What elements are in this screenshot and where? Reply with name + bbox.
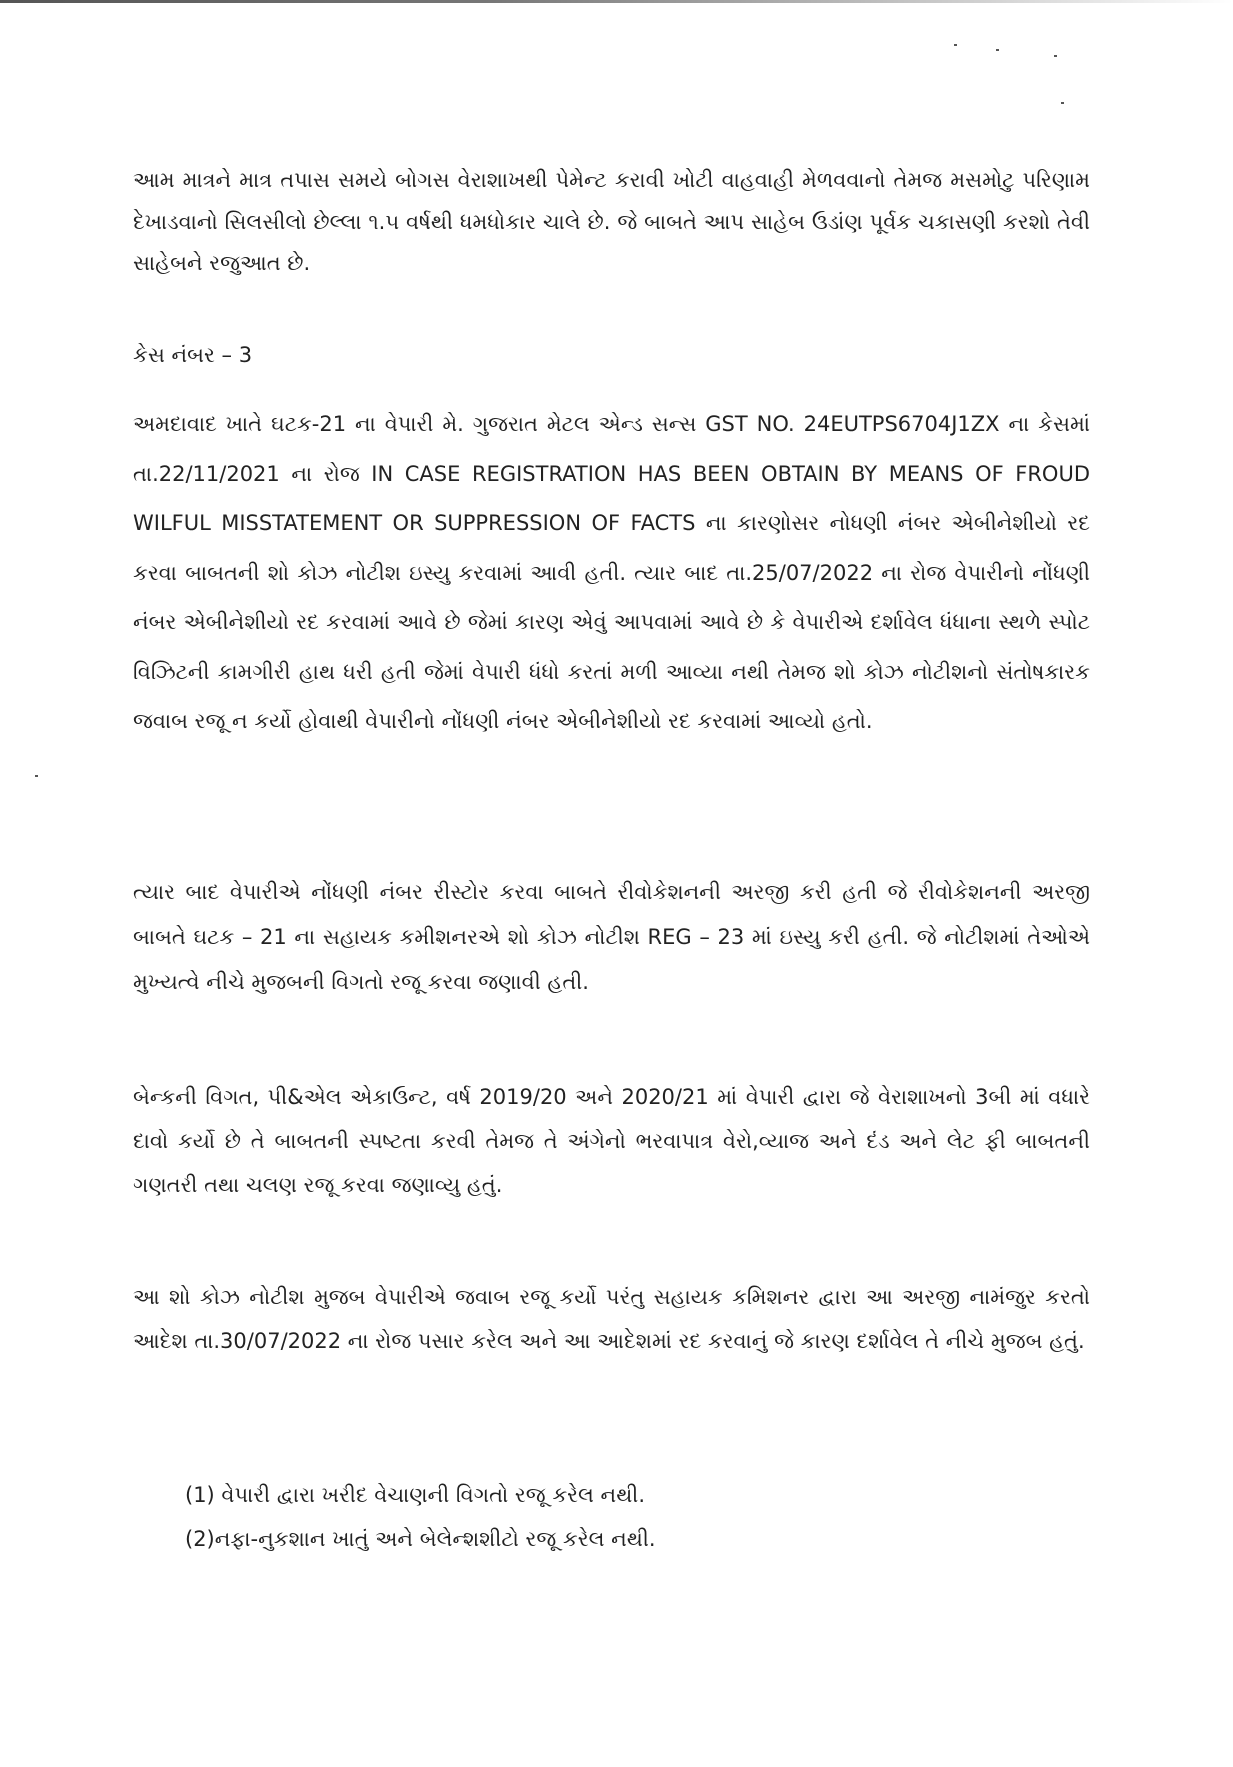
paragraph-case-details: અમદાવાદ ખાતે ઘટક-21 ના વેપારી મે. ગુજરાત મેટલ એન્ડ સન્સ GST NO. 24EUTPS6704J1ZX ના કેસમાં તા.22/11/2021 ના રોજ IN CASE REGISTRATION HAS BEEN OBTAIN BY MEANS OF FROUD WILFUL MISSTATEMENT OR SUPPRESSION OF FACTS ના કારણોસર નોધણી નંબર એબીનેશીયો રદ કરવા બાબતની શો કોઝ નોટીશ ઇસ્યુ કરવામાં આવી હતી. ત્યાર બાદ તા.25/07/2022 ના રોજ વેપારીનો નોંધણી નંબર એબીનેશીયો રદ કરવામાં આવે છે જેમાં કારણ એવું આપવામાં આવે છે કે વેપારીએ દર્શાવેલ ધંધાના સ્થળે સ્પોટ વિઝિટની કામગીરી હાથ ધરી હતી જેમાં વેપારી ધંધો કરતાં મળી આવ્યા નથી તેમજ શો કોઝ નોટીશનો સંતોષકારક જવાબ રજૂ ન કર્યો હોવાથી વેપારીનો નોંધણી નંબર એબીનેશીયો રદ કરવામાં આવ્યો હતો.	[133, 412, 1090, 733]
case-heading: કેસ નંબર – 3	[133, 343, 253, 367]
list-item: (2)નફા-નુકશાન ખાતું અને બેલેન્શશીટો રજૂ કરેલ નથી.	[185, 1527, 656, 1551]
reasons-list	[185, 1473, 1065, 1561]
paragraph-intro: આમ માત્રને માત્ર તપાસ સમયે બોગસ વેરાશાખથી પેમેન્ટ કરાવી ખોટી વાહવાહી મેળવવાનો તેમજ મસમોટુ પરિણામ દેખાડવાનો સિલસીલો છેલ્લા ૧.૫ વર્ષથી ધમધોકાર ચાલે છે. જે બાબતે આપ સાહેબ ઉડાંણ પૂર્વક ચકાસણી કરશો તેવી સાહેબને રજુઆત છે.	[133, 168, 1090, 275]
scan-speck	[954, 44, 957, 46]
paragraph-revocation: ત્યાર બાદ વેપારીએ નોંધણી નંબર રીસ્ટોર કરવા બાબતે રીવોકેશનની અરજી કરી હતી જે રીવોકેશનની અરજી બાબતે ઘટક – 21 ના સહાયક કમીશનરએ શો કોઝ નોટીશ REG – 23 માં ઇસ્યુ કરી હતી. જે નોટીશમાં તેઓએ મુખ્યત્વે નીચે મુજબની વિગતો રજૂ કરવા જણાવી હતી.	[133, 880, 1090, 994]
scan-speck	[996, 49, 999, 51]
scan-speck	[1054, 55, 1057, 57]
scan-speck	[1061, 102, 1064, 104]
paragraph-bank-details: બેન્કની વિગત, પી&એલ એકાઉન્ટ, વર્ષ 2019/20 અને 2020/21 માં વેપારી દ્વારા જે વેરાશાખનો 3બી માં વધારે દાવો કર્યો છે તે બાબતની સ્પષ્ટતા કરવી તેમજ તે અંગેનો ભરવાપાત્ર વેરો,વ્યાજ અને દંડ અને લેટ ફી બાબતની ગણતરી તથા ચલણ રજૂ કરવા જણાવ્યુ હતું.	[133, 1085, 1090, 1197]
paragraph-order: આ શો કોઝ નોટીશ મુજબ વેપારીએ જવાબ રજૂ કર્યો પરંતુ સહાયક કમિશનર દ્વારા આ અરજી નામંજુર કરતો આદેશ તા.30/07/2022 ના રોજ પસાર કરેલ અને આ આદેશમાં રદ કરવાનું જે કારણ દર્શાવેલ તે નીચે મુજબ હતું.	[133, 1285, 1090, 1353]
scan-speck	[35, 775, 38, 777]
list-item: (1) વેપારી દ્વારા ખરીદ વેચાણની વિગતો રજૂ કરેલ નથી.	[185, 1483, 645, 1507]
scan-top-edge	[0, 0, 1233, 3]
